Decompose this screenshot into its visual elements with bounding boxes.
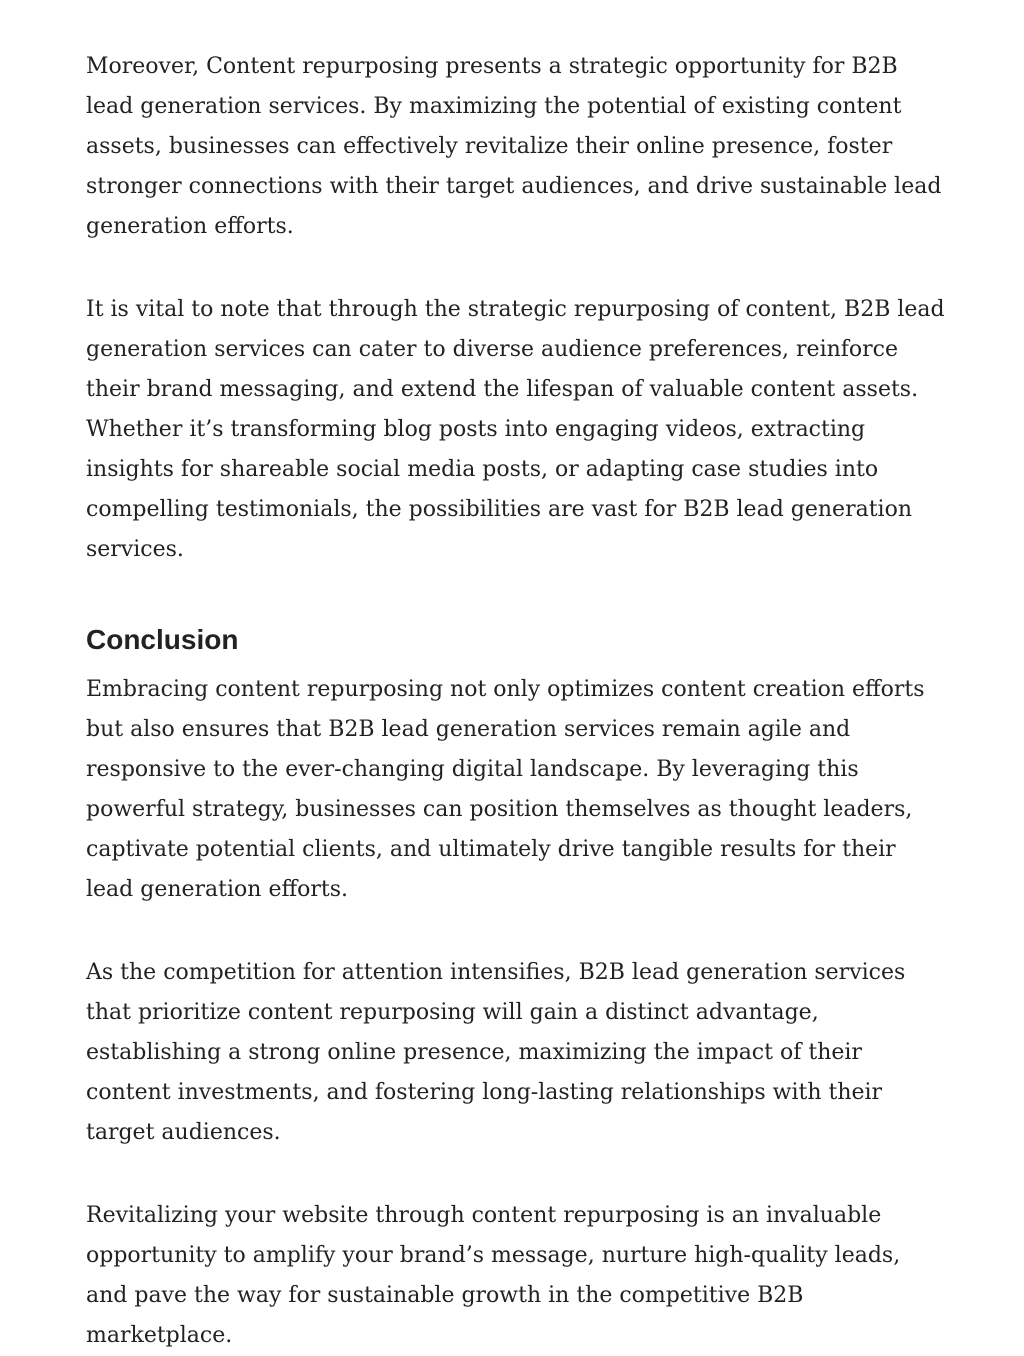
conclusion-heading: Conclusion [86, 624, 239, 655]
paragraph-repurposing-opportunity: Moreover, Content repurposing presents a strategic opportunity for B2B lead generation services. By maximizing the potential of existing content assets, businesses can effectively revitalize their online presence, foster stronger connections with their target audiences, and drive sustainable lead generation efforts. [86, 54, 942, 239]
paragraph-strategic-repurposing: It is vital to note that through the strategic repurposing of content, B2B lead generation services can cater to diverse audience preferences, reinforce their brand messaging, and extend the lifespan of valuable content assets. Whether it’s transforming blog posts into engaging videos, extracting insights for shareable social media posts, or adapting case studies into compelling testimonials, the possibilities are vast for B2B lead generation services. [86, 297, 945, 562]
paragraph-competition: As the competition for attention intensifies, B2B lead generation services that prioritize content repurposing will gain a distinct advantage, establishing a strong online presence, maximizing the impact of their content investments, and fostering long-lasting relationships with their target audiences. [86, 960, 906, 1145]
paragraph-embracing-repurposing: Embracing content repurposing not only optimizes content creation efforts but also ensures that B2B lead generation services remain agile and responsive to the ever-changing digital landscape. By leveraging this powerful strategy, businesses can position themselves as thought leaders, captivate potential clients, and ultimately drive tangible results for their lead generation efforts. [86, 677, 925, 902]
paragraph-revitalizing-website: Revitalizing your website through content repurposing is an invaluable opportunity to amplify your brand’s message, nurture high-quality leads, and pave the way for sustainable growth in the competitive B2B marketplace. [86, 1203, 901, 1348]
article-body [86, 47, 946, 1356]
